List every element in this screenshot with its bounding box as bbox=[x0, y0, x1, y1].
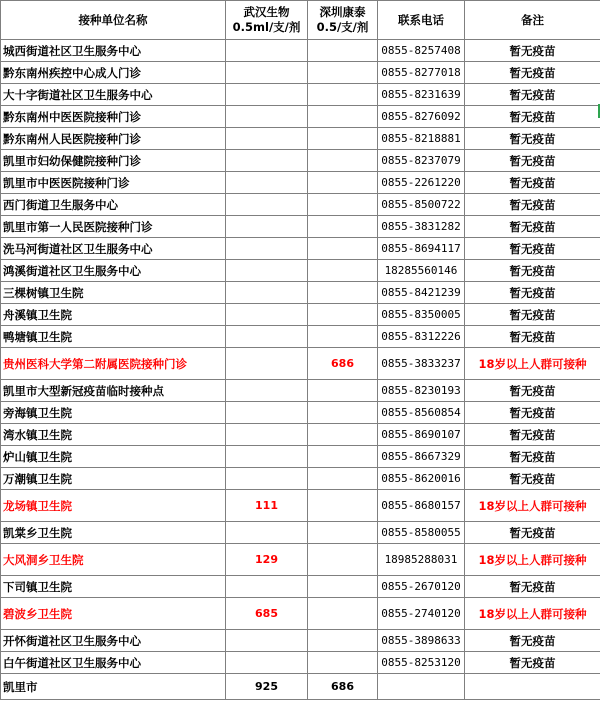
wuhan-dose-cell bbox=[226, 348, 308, 380]
phone-cell: 18285560146 bbox=[378, 260, 465, 282]
remark-cell: 暂无疫苗 bbox=[465, 522, 600, 544]
unit-name-cell: 旁海镇卫生院 bbox=[1, 402, 226, 424]
shenzhen-dose-cell bbox=[308, 304, 378, 326]
shenzhen-dose-cell bbox=[308, 380, 378, 402]
remark-cell: 暂无疫苗 bbox=[465, 216, 600, 238]
unit-name-cell: 凯棠乡卫生院 bbox=[1, 522, 226, 544]
table-row bbox=[1, 128, 600, 150]
table-row bbox=[1, 84, 600, 106]
remark-cell: 18岁以上人群可接种 bbox=[465, 348, 600, 380]
shenzhen-dose-cell bbox=[308, 402, 378, 424]
unit-name-cell: 凯里市大型新冠疫苗临时接种点 bbox=[1, 380, 226, 402]
unit-name-cell: 万潮镇卫生院 bbox=[1, 468, 226, 490]
wuhan-dose-cell: 925 bbox=[226, 674, 308, 700]
shenzhen-dose-cell bbox=[308, 446, 378, 468]
remark-cell: 暂无疫苗 bbox=[465, 150, 600, 172]
shenzhen-dose-cell: 686 bbox=[308, 348, 378, 380]
unit-name-cell: 碧波乡卫生院 bbox=[1, 598, 226, 630]
remark-cell: 暂无疫苗 bbox=[465, 576, 600, 598]
shenzhen-dose-cell bbox=[308, 128, 378, 150]
unit-name-cell: 凯里市 bbox=[1, 674, 226, 700]
phone-cell: 0855-3831282 bbox=[378, 216, 465, 238]
wuhan-dose-cell: 129 bbox=[226, 544, 308, 576]
remark-cell: 暂无疫苗 bbox=[465, 446, 600, 468]
remark-cell: 暂无疫苗 bbox=[465, 326, 600, 348]
shenzhen-dose-cell bbox=[308, 216, 378, 238]
phone-cell: 0855-8421239 bbox=[378, 282, 465, 304]
unit-name-cell: 三棵树镇卫生院 bbox=[1, 282, 226, 304]
header-wuhan: 武汉生物 0.5ml/支/剂 bbox=[226, 1, 308, 40]
header-phone: 联系电话 bbox=[378, 1, 465, 40]
shenzhen-dose-cell bbox=[308, 490, 378, 522]
unit-name-cell: 凯里市中医医院接种门诊 bbox=[1, 172, 226, 194]
table-row bbox=[1, 522, 600, 544]
wuhan-dose-cell: 685 bbox=[226, 598, 308, 630]
wuhan-dose-cell: 111 bbox=[226, 490, 308, 522]
total-row bbox=[1, 674, 600, 700]
phone-cell: 0855-8580055 bbox=[378, 522, 465, 544]
table-row bbox=[1, 576, 600, 598]
shenzhen-dose-cell bbox=[308, 576, 378, 598]
phone-cell: 0855-8690107 bbox=[378, 424, 465, 446]
shenzhen-dose-cell bbox=[308, 522, 378, 544]
wuhan-dose-cell bbox=[226, 326, 308, 348]
table-row bbox=[1, 490, 600, 522]
wuhan-dose-cell bbox=[226, 62, 308, 84]
remark-cell: 暂无疫苗 bbox=[465, 402, 600, 424]
unit-name-cell: 下司镇卫生院 bbox=[1, 576, 226, 598]
phone-cell: 0855-8230193 bbox=[378, 380, 465, 402]
wuhan-dose-cell bbox=[226, 522, 308, 544]
unit-name-cell: 凯里市第一人民医院接种门诊 bbox=[1, 216, 226, 238]
phone-cell: 0855-2670120 bbox=[378, 576, 465, 598]
wuhan-dose-cell bbox=[226, 630, 308, 652]
wuhan-dose-cell bbox=[226, 216, 308, 238]
header-row bbox=[1, 1, 600, 40]
unit-name-cell: 大风洞乡卫生院 bbox=[1, 544, 226, 576]
phone-cell: 0855-2740120 bbox=[378, 598, 465, 630]
unit-name-cell: 白午街道社区卫生服务中心 bbox=[1, 652, 226, 674]
table-row bbox=[1, 150, 600, 172]
wuhan-dose-cell bbox=[226, 424, 308, 446]
phone-cell: 0855-2261220 bbox=[378, 172, 465, 194]
table-row bbox=[1, 260, 600, 282]
shenzhen-dose-cell bbox=[308, 282, 378, 304]
remark-cell: 暂无疫苗 bbox=[465, 194, 600, 216]
wuhan-dose-cell bbox=[226, 128, 308, 150]
remark-cell: 暂无疫苗 bbox=[465, 282, 600, 304]
remark-cell: 暂无疫苗 bbox=[465, 106, 600, 128]
remark-cell: 暂无疫苗 bbox=[465, 652, 600, 674]
table-row bbox=[1, 652, 600, 674]
phone-cell: 0855-8231639 bbox=[378, 84, 465, 106]
shenzhen-dose-cell bbox=[308, 424, 378, 446]
header-shenzhen: 深圳康泰 0.5/支/剂 bbox=[308, 1, 378, 40]
phone-cell: 0855-8218881 bbox=[378, 128, 465, 150]
shenzhen-dose-cell bbox=[308, 652, 378, 674]
table-row bbox=[1, 402, 600, 424]
phone-cell: 0855-8694117 bbox=[378, 238, 465, 260]
table-row bbox=[1, 380, 600, 402]
wuhan-dose-cell bbox=[226, 304, 308, 326]
table-row bbox=[1, 446, 600, 468]
unit-name-cell: 鸿溪街道社区卫生服务中心 bbox=[1, 260, 226, 282]
unit-name-cell: 凯里市妇幼保健院接种门诊 bbox=[1, 150, 226, 172]
shenzhen-dose-cell bbox=[308, 40, 378, 62]
remark-cell: 暂无疫苗 bbox=[465, 238, 600, 260]
wuhan-dose-cell bbox=[226, 260, 308, 282]
wuhan-dose-cell bbox=[226, 402, 308, 424]
remark-cell: 暂无疫苗 bbox=[465, 304, 600, 326]
unit-name-cell: 炉山镇卫生院 bbox=[1, 446, 226, 468]
unit-name-cell: 黔东南州中医医院接种门诊 bbox=[1, 106, 226, 128]
table-row bbox=[1, 194, 600, 216]
shenzhen-dose-cell bbox=[308, 598, 378, 630]
table-row bbox=[1, 282, 600, 304]
header-unit: 接种单位名称 bbox=[1, 1, 226, 40]
wuhan-dose-cell bbox=[226, 468, 308, 490]
wuhan-dose-cell bbox=[226, 380, 308, 402]
unit-name-cell: 黔东南州疾控中心成人门诊 bbox=[1, 62, 226, 84]
phone-cell: 0855-8253120 bbox=[378, 652, 465, 674]
phone-cell: 0855-8500722 bbox=[378, 194, 465, 216]
unit-name-cell: 黔东南州人民医院接种门诊 bbox=[1, 128, 226, 150]
table-row bbox=[1, 468, 600, 490]
wuhan-dose-cell bbox=[226, 282, 308, 304]
remark-cell: 暂无疫苗 bbox=[465, 128, 600, 150]
phone-cell: 0855-8560854 bbox=[378, 402, 465, 424]
remark-cell: 暂无疫苗 bbox=[465, 84, 600, 106]
phone-cell: 0855-8680157 bbox=[378, 490, 465, 522]
unit-name-cell: 城西街道社区卫生服务中心 bbox=[1, 40, 226, 62]
phone-cell: 18985288031 bbox=[378, 544, 465, 576]
phone-cell: 0855-8276092 bbox=[378, 106, 465, 128]
phone-cell: 0855-8667329 bbox=[378, 446, 465, 468]
phone-cell bbox=[378, 674, 465, 700]
shenzhen-dose-cell bbox=[308, 326, 378, 348]
table-row bbox=[1, 326, 600, 348]
unit-name-cell: 贵州医科大学第二附属医院接种门诊 bbox=[1, 348, 226, 380]
wuhan-dose-cell bbox=[226, 106, 308, 128]
remark-cell: 暂无疫苗 bbox=[465, 62, 600, 84]
shenzhen-dose-cell bbox=[308, 630, 378, 652]
wuhan-dose-cell bbox=[226, 172, 308, 194]
table-row bbox=[1, 598, 600, 630]
wuhan-dose-cell bbox=[226, 194, 308, 216]
wuhan-dose-cell bbox=[226, 576, 308, 598]
phone-cell: 0855-3898633 bbox=[378, 630, 465, 652]
unit-name-cell: 湾水镇卫生院 bbox=[1, 424, 226, 446]
unit-name-cell: 大十字街道社区卫生服务中心 bbox=[1, 84, 226, 106]
wuhan-dose-cell bbox=[226, 446, 308, 468]
table-row bbox=[1, 62, 600, 84]
wuhan-dose-cell bbox=[226, 238, 308, 260]
remark-cell: 暂无疫苗 bbox=[465, 380, 600, 402]
shenzhen-dose-cell bbox=[308, 194, 378, 216]
phone-cell: 0855-8312226 bbox=[378, 326, 465, 348]
table-row bbox=[1, 216, 600, 238]
header-remark: 备注 bbox=[465, 1, 600, 40]
shenzhen-dose-cell bbox=[308, 468, 378, 490]
unit-name-cell: 开怀街道社区卫生服务中心 bbox=[1, 630, 226, 652]
wuhan-dose-cell bbox=[226, 40, 308, 62]
shenzhen-dose-cell bbox=[308, 544, 378, 576]
phone-cell: 0855-8350005 bbox=[378, 304, 465, 326]
table-row bbox=[1, 348, 600, 380]
table-row bbox=[1, 172, 600, 194]
shenzhen-dose-cell bbox=[308, 260, 378, 282]
shenzhen-dose-cell bbox=[308, 62, 378, 84]
phone-cell: 0855-8257408 bbox=[378, 40, 465, 62]
shenzhen-dose-cell bbox=[308, 84, 378, 106]
unit-name-cell: 洗马河街道社区卫生服务中心 bbox=[1, 238, 226, 260]
unit-name-cell: 舟溪镇卫生院 bbox=[1, 304, 226, 326]
remark-cell: 暂无疫苗 bbox=[465, 630, 600, 652]
wuhan-dose-cell bbox=[226, 84, 308, 106]
shenzhen-dose-cell: 686 bbox=[308, 674, 378, 700]
phone-cell: 0855-8620016 bbox=[378, 468, 465, 490]
unit-name-cell: 龙场镇卫生院 bbox=[1, 490, 226, 522]
remark-cell: 18岁以上人群可接种 bbox=[465, 598, 600, 630]
remark-cell: 18岁以上人群可接种 bbox=[465, 544, 600, 576]
remark-cell: 暂无疫苗 bbox=[465, 172, 600, 194]
shenzhen-dose-cell bbox=[308, 238, 378, 260]
table-row bbox=[1, 238, 600, 260]
shenzhen-dose-cell bbox=[308, 150, 378, 172]
remark-cell: 暂无疫苗 bbox=[465, 424, 600, 446]
wuhan-dose-cell bbox=[226, 150, 308, 172]
table-row bbox=[1, 630, 600, 652]
table-row bbox=[1, 424, 600, 446]
table-row bbox=[1, 304, 600, 326]
phone-cell: 0855-8237079 bbox=[378, 150, 465, 172]
shenzhen-dose-cell bbox=[308, 172, 378, 194]
remark-cell bbox=[465, 674, 600, 700]
phone-cell: 0855-3833237 bbox=[378, 348, 465, 380]
unit-name-cell: 鸭塘镇卫生院 bbox=[1, 326, 226, 348]
table-row bbox=[1, 40, 600, 62]
shenzhen-dose-cell bbox=[308, 106, 378, 128]
remark-cell: 18岁以上人群可接种 bbox=[465, 490, 600, 522]
remark-cell: 暂无疫苗 bbox=[465, 468, 600, 490]
table-row bbox=[1, 544, 600, 576]
table-row bbox=[1, 106, 600, 128]
remark-cell: 暂无疫苗 bbox=[465, 40, 600, 62]
phone-cell: 0855-8277018 bbox=[378, 62, 465, 84]
remark-cell: 暂无疫苗 bbox=[465, 260, 600, 282]
unit-name-cell: 西门街道卫生服务中心 bbox=[1, 194, 226, 216]
wuhan-dose-cell bbox=[226, 652, 308, 674]
